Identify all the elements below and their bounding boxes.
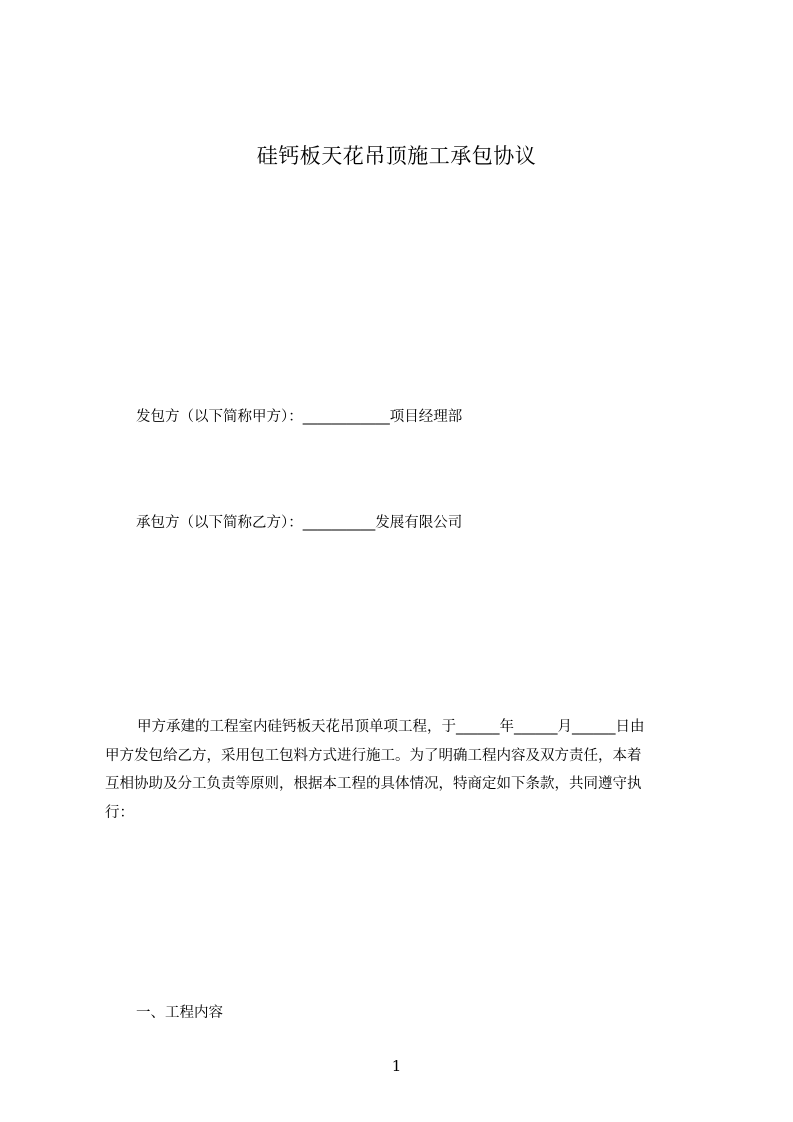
intro-paragraph (105, 713, 715, 827)
intro-line: 行： (105, 804, 134, 821)
intro-line: 甲方承建的工程室内硅钙板天花吊顶单项工程，于______年______月______日由 (137, 719, 645, 735)
intro-line: 甲方发包给乙方，采用包工包料方式进行施工。为了明确工程内容及双方责任，本着 (105, 747, 642, 764)
document-title: 硅钙板天花吊顶施工承包协议 (256, 144, 537, 168)
section-heading-1: 一、工程内容 (136, 1005, 223, 1021)
intro-line: 互相协助及分工负责等原则，根据本工程的具体情况，特商定如下条款，共同遵守执 (105, 776, 642, 792)
party-a-line: 发包方（以下简称甲方）：____________项目经理部 (136, 409, 463, 425)
page-number: 1 (391, 1057, 402, 1075)
party-b-line: 承包方（以下简称乙方）：__________发展有限公司 (136, 515, 463, 531)
